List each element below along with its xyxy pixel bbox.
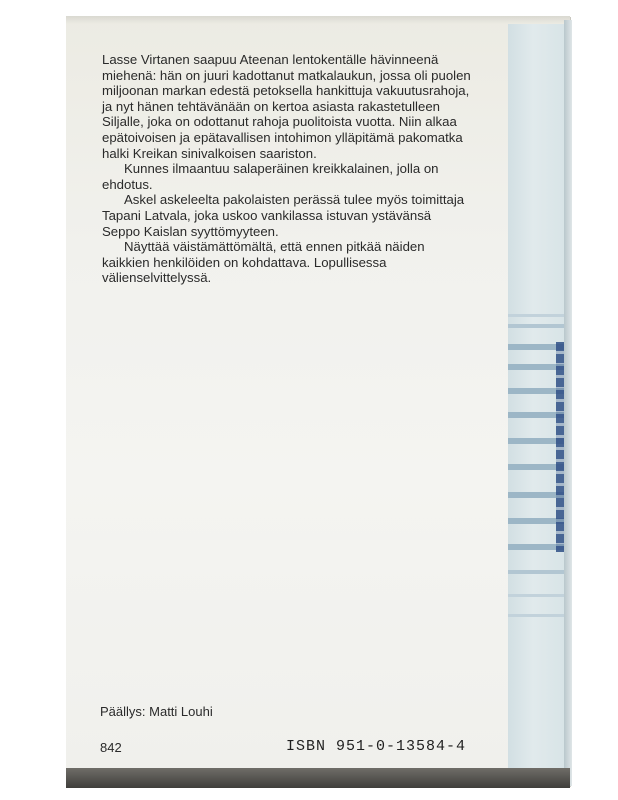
blurb-paragraph-4: Näyttää väistämättömältä, että ennen pitkää näiden kaikkien henkilöiden on kohdattava. Lopullisessa välienselvittelyssä. (102, 239, 425, 286)
book-bottom-edge (66, 768, 570, 788)
cover-shadow (66, 16, 570, 24)
blurb-text (102, 52, 472, 286)
spine-edge (564, 20, 572, 786)
isbn-number: ISBN 951-0-13584-4 (286, 738, 467, 755)
price-code: 842 (100, 740, 122, 755)
cover-credit: Päällys: Matti Louhi (100, 704, 213, 719)
blurb-paragraph-2: Kunnes ilmaantuu salaperäinen kreikkalainen, jolla on ehdotus. (102, 161, 439, 192)
blurb-paragraph-3: Askel askeleelta pakolaisten perässä tulee myös toimittaja Tapani Latvala, joka uskoo vankilassa istuvan ystävänsä Seppo Kaislan syyttömyyteen. (102, 192, 465, 239)
blurb-paragraph-1: Lasse Virtanen saapuu Ateenan lentokentälle hävinneenä miehenä: hän on juuri kadottanut matkalaukun, jossa oli puolen miljoonan markan edestä petoksella hankittuja vakuutusrahoja, ja nyt hänen tehtävänään on kertoa asiasta rakastetulleen Siljalle, joka on odottanut rahoja puolitoista vuotta. Niin alkaa epätoivoisen ja epätavallisen intohimon ylläpitämä pakomatka halki Kreikan sinivalkoisen saariston. (102, 52, 471, 161)
